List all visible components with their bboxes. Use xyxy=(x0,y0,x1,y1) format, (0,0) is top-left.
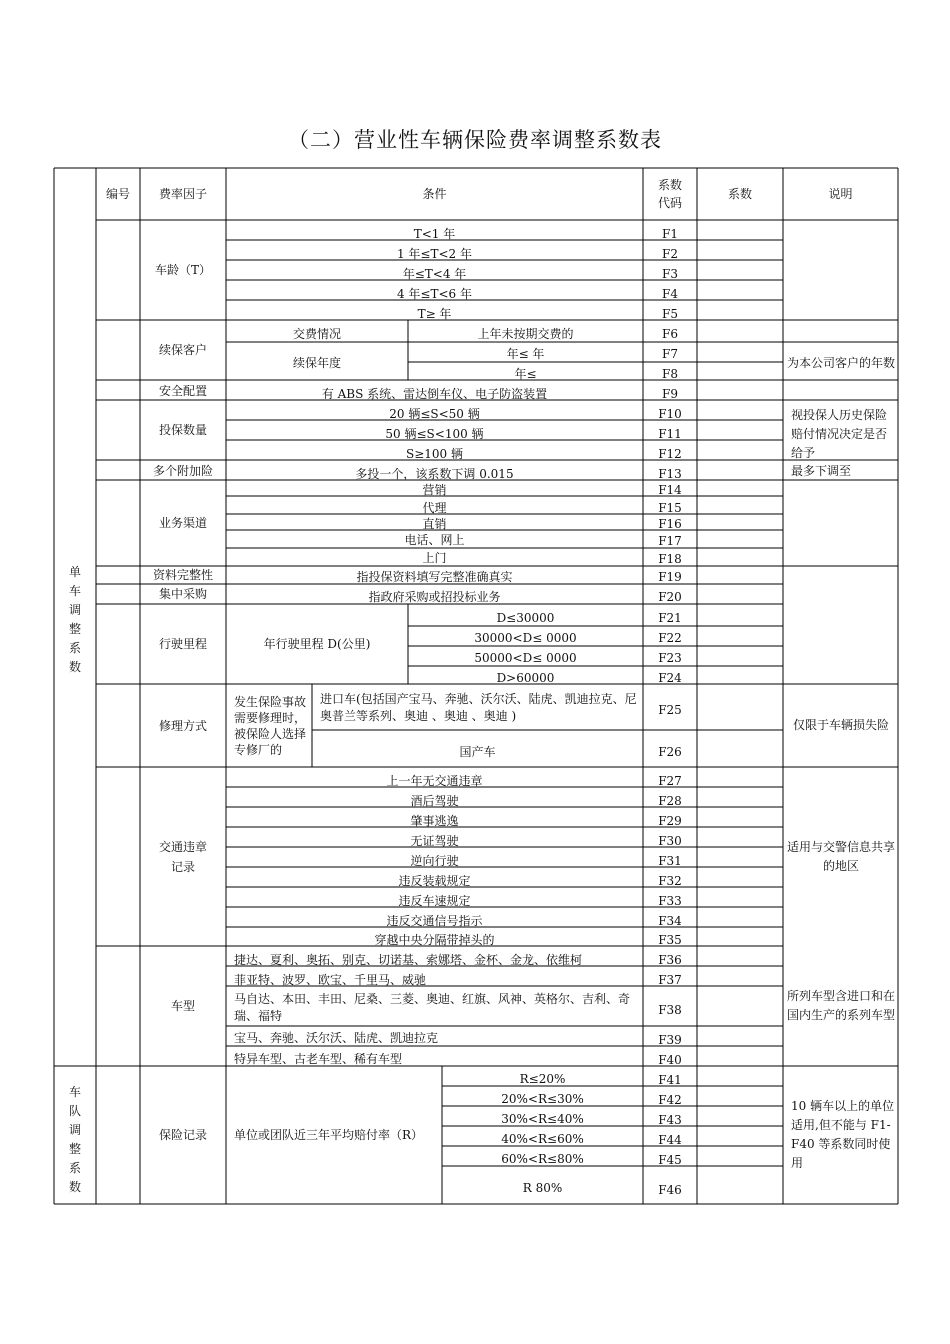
code-cell: F31 xyxy=(658,854,682,868)
code-cell: F18 xyxy=(658,552,682,566)
factor-record: 保险记录 xyxy=(158,1128,207,1142)
code-cell: F29 xyxy=(658,814,682,828)
condition-cell: 电话、网上 xyxy=(404,533,465,547)
code-cell: F22 xyxy=(658,631,682,645)
condition-cell: 逆向行驶 xyxy=(410,854,459,868)
code-cell: F25 xyxy=(658,703,682,717)
condition-cell: 20%<R≤30% xyxy=(501,1092,584,1106)
note-repair: 仅限于车辆损失险 xyxy=(792,718,889,732)
code-cell: F7 xyxy=(662,347,678,361)
code-cell: F2 xyxy=(662,247,678,261)
note-addon: 最多下调至 xyxy=(791,464,852,478)
code-cell: F21 xyxy=(658,611,682,625)
code-cell: F44 xyxy=(658,1133,682,1147)
code-cell: F36 xyxy=(658,953,682,967)
code-cell: F13 xyxy=(658,467,682,481)
condition-cell: 指投保资料填写完整准确真实 xyxy=(356,570,513,584)
code-cell: F39 xyxy=(658,1033,682,1047)
condition-cell: 上门 xyxy=(422,551,447,565)
header-note: 说明 xyxy=(828,187,853,201)
note-model: 所列车型含进口和在国内生产的系列车型 xyxy=(787,989,896,1022)
header-code: 系数 代码 xyxy=(657,178,682,210)
factor-qty: 投保数量 xyxy=(158,423,207,437)
code-cell: F8 xyxy=(662,367,678,381)
header-no: 编号 xyxy=(105,187,130,201)
condition-cell: 捷达、夏利、奥拓、别克、切诺基、索娜塔、金杯、金龙、依维柯 xyxy=(234,953,583,967)
condition-cell: 违反交通信号指示 xyxy=(386,914,483,928)
condition-cell: 国产车 xyxy=(459,745,496,759)
note-renew: 为本公司客户的年数 xyxy=(787,355,896,370)
factor-docs: 资料完整性 xyxy=(152,568,213,582)
condition-cell: 30%<R≤40% xyxy=(501,1112,584,1126)
condition-cell: T<1 年 xyxy=(413,227,456,241)
condition-cell: 违反装载规定 xyxy=(398,874,471,888)
factor-model: 车型 xyxy=(170,999,195,1013)
condition-cell: D≤30000 xyxy=(496,611,555,625)
condition-cell: 20 辆≤S<50 辆 xyxy=(389,407,480,421)
sub-repair: 发生保险事故需要修理时，被保险人选择专修厂的 xyxy=(234,694,307,757)
condition-cell: S≥100 辆 xyxy=(406,447,463,461)
condition-cell: 年≤ 年 xyxy=(506,347,545,361)
condition-cell: 1 年≤T<2 年 xyxy=(396,247,472,261)
note-traffic: 适用与交警信息共享的地区 xyxy=(787,839,896,873)
factor-mileage: 行驶里程 xyxy=(158,637,207,651)
condition-cell: 4 年≤T<6 年 xyxy=(396,287,472,301)
condition-cell: 代理 xyxy=(422,501,447,515)
code-cell: F33 xyxy=(658,894,682,908)
code-cell: F42 xyxy=(658,1093,682,1107)
condition-cell: 穿越中央分隔带掉头的 xyxy=(374,933,495,947)
factor-renew: 续保客户 xyxy=(158,343,207,357)
condition-cell: 酒后驾驶 xyxy=(410,794,459,808)
sub-record: 单位或团队近三年平均赔付率（R） xyxy=(234,1128,424,1142)
condition-cell: T≥ 年 xyxy=(417,307,452,321)
condition-cell: 菲亚特、波罗、欧宝、千里马、威驰 xyxy=(234,973,427,987)
condition-cell: 多投一个，该系数下调 0.015 xyxy=(355,467,514,481)
code-cell: F11 xyxy=(658,427,682,441)
condition-cell: 营销 xyxy=(422,483,447,497)
code-cell: F30 xyxy=(658,834,682,848)
code-cell: F41 xyxy=(658,1073,682,1087)
condition-cell: 有 ABS 系统、雷达倒车仪、电子防盗装置 xyxy=(321,387,548,401)
note-record: 10 辆车以上的单位适用,但不能与 F1-F40 等系数同时使用 xyxy=(791,1099,895,1170)
group-single: 单 车 调 整 系 数 xyxy=(68,565,81,674)
condition-cell: 无证驾驶 xyxy=(410,834,459,848)
code-cell: F45 xyxy=(658,1153,682,1167)
code-cell: F26 xyxy=(658,745,682,759)
condition-cell: 肇事逃逸 xyxy=(410,814,459,828)
code-cell: F34 xyxy=(658,914,682,928)
sub-renew-pay: 交费情况 xyxy=(292,327,341,341)
code-cell: F43 xyxy=(658,1113,682,1127)
condition-cell: 60%<R≤80% xyxy=(501,1152,584,1166)
header-condition: 条件 xyxy=(422,187,447,201)
code-cell: F10 xyxy=(658,407,682,421)
code-cell: F6 xyxy=(662,327,678,341)
code-cell: F32 xyxy=(658,874,682,888)
condition-cell: D>60000 xyxy=(496,671,555,685)
page-title: （二）营业性车辆保险费率调整系数表 xyxy=(288,128,662,152)
sub-renew-year: 续保年度 xyxy=(292,356,341,370)
condition-cell: 违反车速规定 xyxy=(398,894,471,908)
code-cell: F12 xyxy=(658,447,682,461)
factor-traffic: 交通违章 记录 xyxy=(158,839,207,874)
condition-cell: 年≤ xyxy=(514,367,537,381)
code-cell: F3 xyxy=(662,267,678,281)
code-cell: F4 xyxy=(662,287,678,301)
sub-mileage: 年行驶里程 D(公里) xyxy=(263,637,371,651)
factor-safety: 安全配置 xyxy=(158,384,207,398)
header-factor: 费率因子 xyxy=(158,187,207,201)
condition-cell: 50000<D≤ 0000 xyxy=(474,651,577,665)
code-cell: F24 xyxy=(658,671,682,685)
group-fleet: 车 队 调 整 系 数 xyxy=(68,1085,81,1194)
factor-addon: 多个附加险 xyxy=(152,464,213,478)
factor-repair: 修理方式 xyxy=(158,718,207,733)
condition-cell: 进口车(包括国产宝马、奔驰、沃尔沃、陆虎、凯迪拉克、尼奥普兰等系列、奥迪 、奥迪 、奥迪 ) xyxy=(320,692,637,723)
condition-cell: 30000<D≤ 0000 xyxy=(474,631,577,645)
condition-cell: 宝马、奔驰、沃尔沃、陆虎、凯迪拉克 xyxy=(234,1031,439,1045)
code-cell: F27 xyxy=(658,774,682,788)
code-cell: F17 xyxy=(658,534,682,548)
header-coef: 系数 xyxy=(727,187,752,201)
code-cell: F16 xyxy=(658,517,682,531)
condition-cell: 50 辆≤S<100 辆 xyxy=(385,427,484,441)
condition-cell: 特异车型、古老车型、稀有车型 xyxy=(234,1052,403,1066)
factor-age: 车龄（T） xyxy=(154,263,211,277)
code-cell: F5 xyxy=(662,307,678,321)
code-cell: F35 xyxy=(658,933,682,947)
condition-cell: 上一年无交通违章 xyxy=(386,774,483,788)
condition-cell: 直销 xyxy=(422,517,447,531)
factor-channel: 业务渠道 xyxy=(158,516,207,530)
code-cell: F20 xyxy=(658,590,682,604)
code-cell: F38 xyxy=(658,1003,682,1017)
condition-cell: 马自达、本田、丰田、尼桑、三菱、奥迪、红旗、风神、英格尔、吉利、奇瑞、福特 xyxy=(234,992,631,1023)
note-qty: 视投保人历史保险赔付情况决定是否给予 xyxy=(791,408,888,460)
factor-procure: 集中采购 xyxy=(158,587,207,601)
code-cell: F23 xyxy=(658,651,682,665)
code-cell: F15 xyxy=(658,501,682,515)
code-cell: F14 xyxy=(658,483,682,497)
condition-cell: 指政府采购或招投标业务 xyxy=(368,590,501,604)
condition-cell: 年≤T<4 年 xyxy=(402,267,467,281)
code-cell: F40 xyxy=(658,1053,682,1067)
code-cell: F46 xyxy=(658,1183,682,1197)
code-cell: F9 xyxy=(662,387,678,401)
condition-cell: 40%<R≤60% xyxy=(501,1132,584,1146)
code-cell: F37 xyxy=(658,973,682,987)
code-cell: F28 xyxy=(658,794,682,808)
code-cell: F19 xyxy=(658,570,682,584)
condition-cell: 上年未按期交费的 xyxy=(477,327,574,341)
condition-cell: R 80% xyxy=(522,1181,563,1195)
code-cell: F1 xyxy=(662,227,678,241)
condition-cell: R≤20% xyxy=(519,1072,566,1086)
